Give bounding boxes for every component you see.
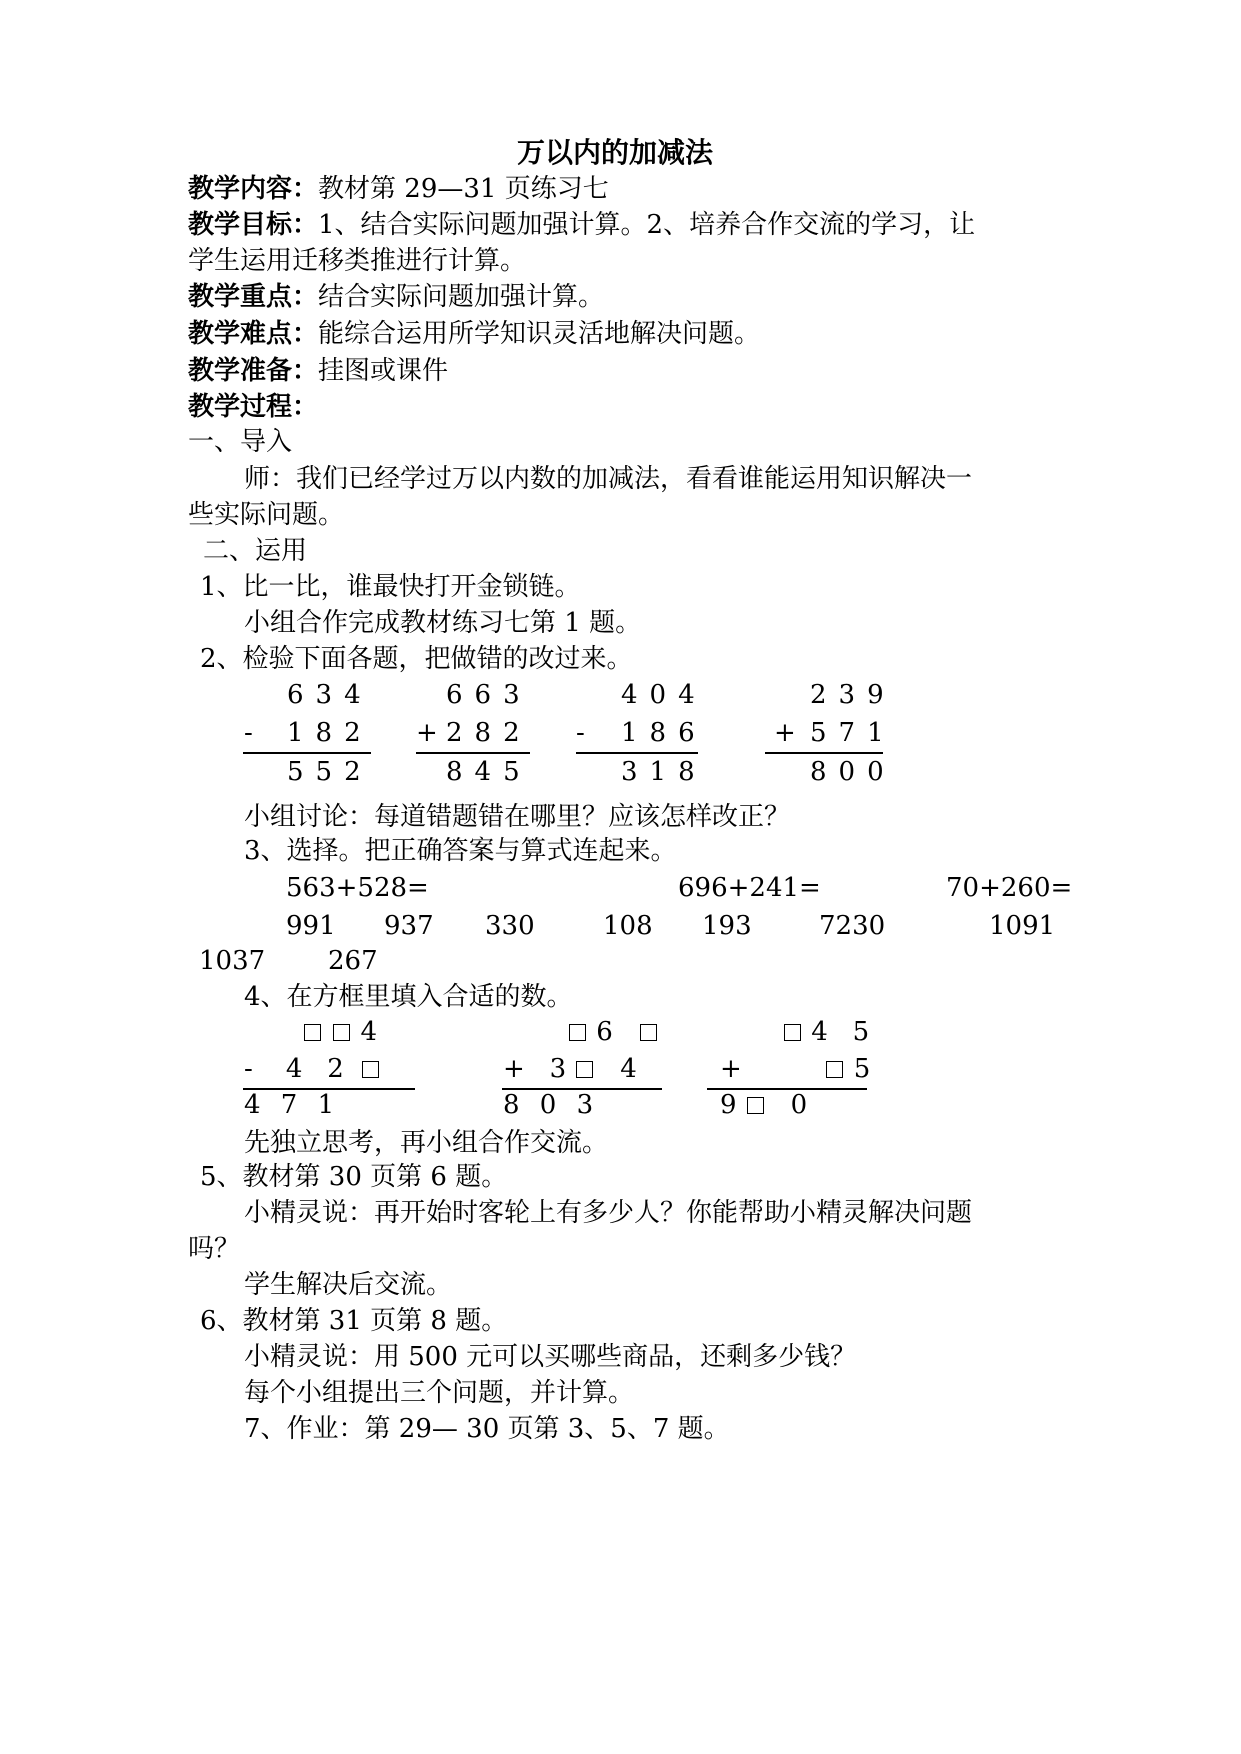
calc-line (576, 752, 698, 754)
key-label: 教学重点： (188, 282, 319, 312)
prep-label: 教学准备： (188, 356, 319, 386)
calc-result: 845 (446, 757, 532, 787)
item-2: 2、检验下面各题，把做错的改过来。 (200, 644, 633, 674)
answer-5: 193 (702, 911, 752, 941)
process-label: 教学过程： (188, 392, 319, 422)
calc-operator: + (774, 718, 796, 748)
calc-bottom: 282 (446, 718, 532, 748)
key-line (188, 280, 604, 314)
fill-bottom (720, 1052, 870, 1086)
item-5: 5、教材第 30 页第 6 题。 (200, 1162, 508, 1192)
prep-text: 挂图或课件 (318, 356, 449, 386)
operator: - (244, 1054, 253, 1084)
digit: 5 (853, 1054, 871, 1084)
answer-6: 7230 (819, 911, 886, 941)
calc-top: 239 (810, 680, 896, 710)
item-6-sub-2: 每个小组提出三个问题，并计算。 (244, 1378, 635, 1408)
key-text: 结合实际问题加强计算。 (318, 282, 605, 312)
item-6-sub-1: 小精灵说：用 500 元可以买哪些商品，还剩多少钱？ (244, 1342, 857, 1372)
calc-bottom: 571 (810, 718, 896, 748)
answer-2: 937 (384, 911, 434, 941)
item-5-sub-1: 小精灵说：再开始时客轮上有多少人？你能帮助小精灵解决问题 (244, 1198, 973, 1228)
prep-line (188, 354, 448, 388)
goal-text: 1、结合实际问题加强计算。2、培养合作交流的学习，让 (318, 210, 976, 240)
apply-heading: 二、运用 (203, 536, 308, 566)
difficulty-text: 能综合运用所学知识灵活地解决问题。 (318, 319, 761, 349)
fill-top (302, 1015, 377, 1049)
item-4-sub: 先独立思考，再小组合作交流。 (244, 1128, 609, 1158)
item-3: 3、选择。把正确答案与算式连起来。 (244, 836, 677, 866)
item-5-sub-3: 学生解决后交流。 (244, 1270, 453, 1300)
calc-line (765, 752, 883, 754)
difficulty-line (188, 317, 760, 351)
blank-box[interactable] (362, 1061, 379, 1078)
calc-top: 663 (446, 680, 532, 710)
expr-3: 70+260= (946, 873, 1073, 903)
goal-text-cont: 学生运用迁移类推进行计算。 (188, 246, 527, 276)
digit: 4 (811, 1017, 828, 1047)
blank-box[interactable] (747, 1097, 764, 1114)
goal-line (188, 208, 975, 242)
intro-line-2: 些实际问题。 (188, 500, 345, 530)
content-line (188, 172, 609, 206)
difficulty-label: 教学难点： (188, 319, 319, 349)
blank-box[interactable] (826, 1061, 843, 1078)
calc-top: 404 (621, 680, 707, 710)
fill-result: 4 7 1 (244, 1090, 341, 1120)
fill-top (567, 1015, 659, 1049)
calc-top: 634 (287, 680, 373, 710)
item-5-sub-2: 吗？ (188, 1234, 241, 1264)
item-7: 7、作业：第 29— 30 页第 3、5、7 题。 (244, 1414, 730, 1444)
calc-operator: - (576, 718, 585, 748)
fill-result (720, 1088, 807, 1122)
digit: 2 (327, 1054, 344, 1084)
blank-box[interactable] (569, 1024, 586, 1041)
fill-bottom (244, 1052, 381, 1086)
content-text: 教材第 29—31 页练习七 (318, 174, 609, 204)
item-1-sub: 小组合作完成教材练习七第 1 题。 (244, 608, 642, 638)
calc-operator: - (244, 718, 253, 748)
calc-line (416, 752, 530, 754)
blank-box[interactable] (784, 1024, 801, 1041)
blank-box[interactable] (576, 1061, 593, 1078)
calc-result: 800 (810, 757, 896, 787)
answer-4: 108 (603, 911, 653, 941)
item-4: 4、在方框里填入合适的数。 (244, 982, 573, 1012)
page-title: 万以内的加减法 (517, 136, 714, 169)
blank-box[interactable] (333, 1024, 350, 1041)
item-6: 6、教材第 31 页第 8 题。 (200, 1306, 508, 1336)
goal-label: 教学目标： (188, 210, 319, 240)
operator: + (503, 1054, 525, 1084)
expr-1: 563+528= (286, 873, 429, 903)
digit: 0 (790, 1090, 808, 1120)
intro-line-1: 师：我们已经学过万以内数的加减法，看看谁能运用知识解决一 (244, 464, 973, 494)
fill-result: 8 0 3 (503, 1090, 600, 1120)
calc-bottom: 182 (287, 718, 373, 748)
blank-box[interactable] (640, 1024, 657, 1041)
item-1: 1、比一比，谁最快打开金锁链。 (200, 572, 581, 602)
digit: 4 (285, 1054, 303, 1084)
answer-7: 1091 (989, 911, 1056, 941)
fill-top (782, 1015, 869, 1049)
content-label: 教学内容： (188, 174, 319, 204)
digit: 5 (852, 1017, 870, 1047)
fill-bottom (503, 1052, 637, 1086)
digit: 3 (549, 1054, 567, 1084)
answer-3: 330 (485, 911, 535, 941)
intro-heading: 一、导入 (188, 427, 293, 457)
operator: + (720, 1054, 742, 1084)
answer-1: 991 (286, 911, 336, 941)
calc-result: 552 (287, 757, 373, 787)
item-2-sub: 小组讨论：每道错题错在哪里？应该怎样改正？ (244, 802, 791, 832)
expr-2: 696+241= (678, 873, 821, 903)
digit: 9 (720, 1090, 737, 1120)
answer-8: 1037 (199, 946, 266, 976)
digit: 4 (620, 1054, 637, 1084)
digit: 4 (360, 1017, 378, 1047)
calc-line (243, 752, 371, 754)
digit: 6 (596, 1017, 613, 1047)
blank-box[interactable] (304, 1024, 321, 1041)
answer-9: 267 (328, 946, 378, 976)
calc-bottom: 186 (621, 718, 707, 748)
calc-operator: + (416, 718, 438, 748)
calc-result: 318 (621, 757, 707, 787)
